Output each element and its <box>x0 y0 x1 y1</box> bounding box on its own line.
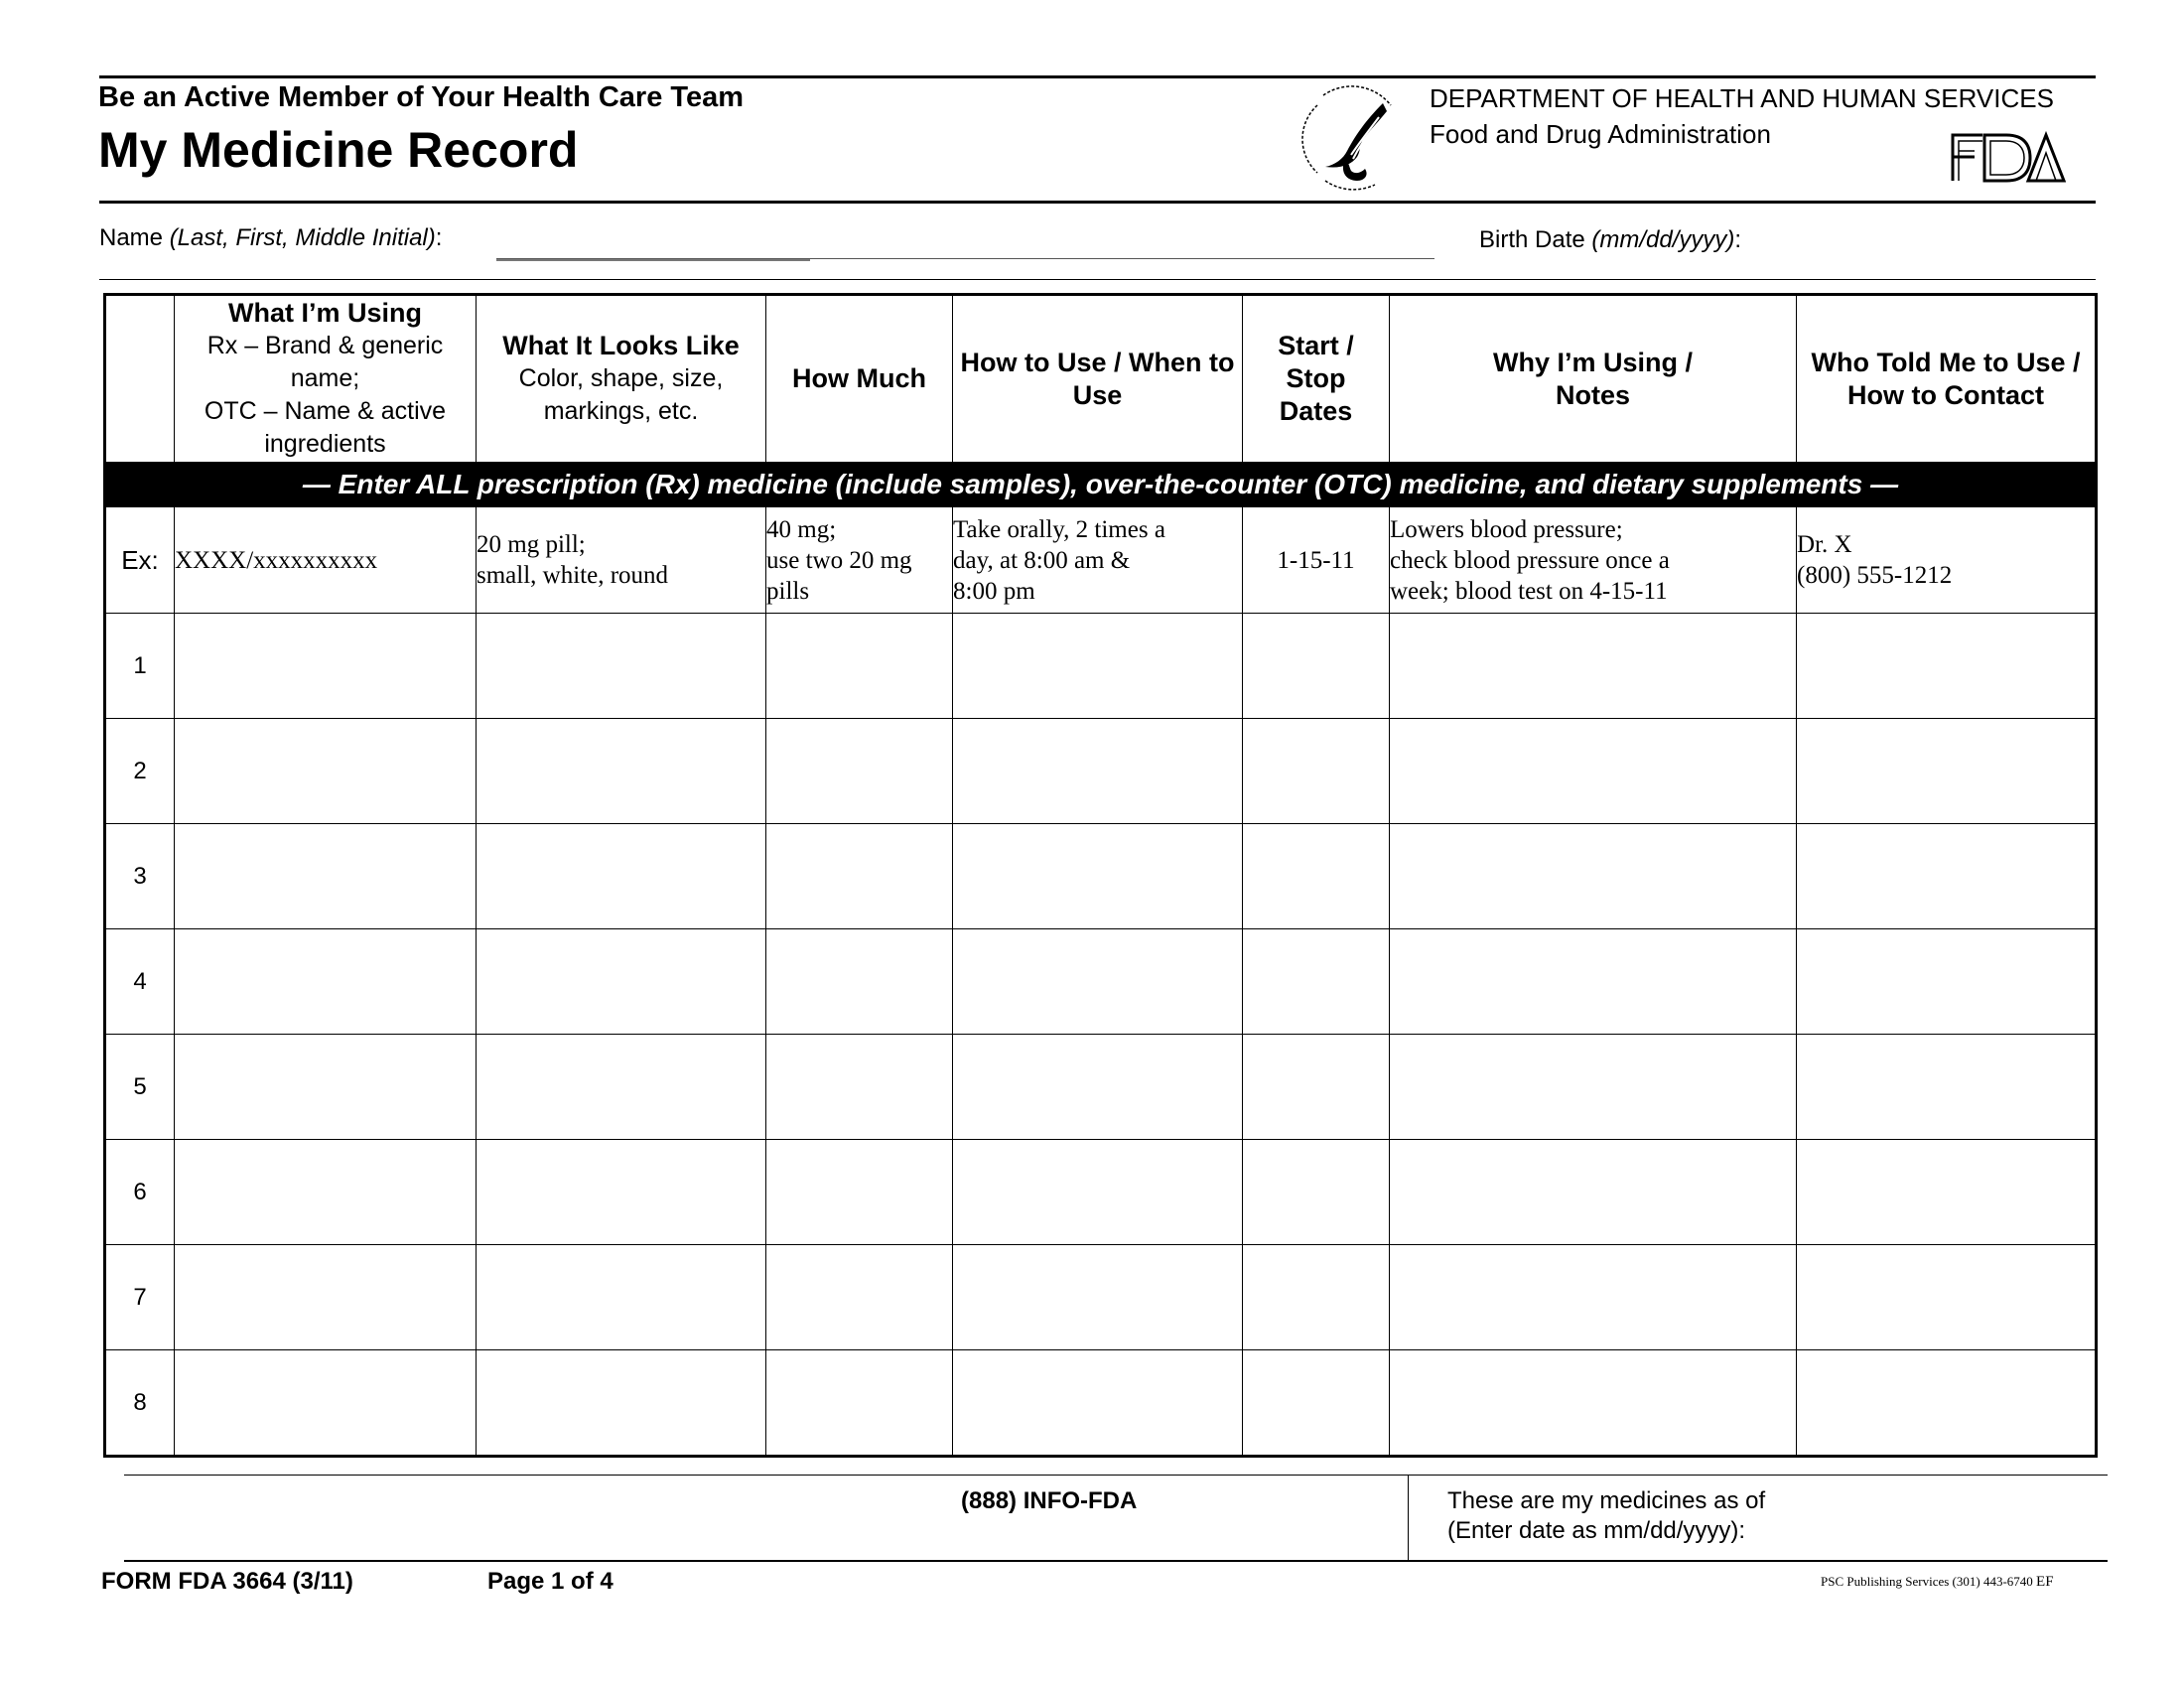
row-number: 7 <box>105 1245 175 1350</box>
table-header-row <box>105 295 2097 463</box>
how-much-cell[interactable] <box>766 824 953 929</box>
how-much-cell[interactable] <box>766 1245 953 1350</box>
why-cell[interactable] <box>1390 1140 1797 1245</box>
looks-cell[interactable] <box>477 1035 766 1140</box>
what-cell[interactable] <box>175 719 477 824</box>
dates-cell[interactable] <box>1243 1350 1390 1457</box>
who-cell[interactable] <box>1797 1140 2097 1245</box>
dates-cell[interactable] <box>1243 1140 1390 1245</box>
as-of-date-hint: (Enter date as mm/dd/yyyy): <box>1447 1517 1746 1544</box>
what-cell[interactable] <box>175 1035 477 1140</box>
table-row <box>105 1035 2097 1140</box>
how-to-use-cell[interactable] <box>953 614 1243 719</box>
cell-line: check blood pressure once a <box>1390 546 1670 574</box>
row-number: 4 <box>105 929 175 1035</box>
example-why <box>1390 507 1797 614</box>
example-label: Ex: <box>105 507 175 614</box>
what-cell[interactable] <box>175 824 477 929</box>
why-cell[interactable] <box>1390 1245 1797 1350</box>
why-cell[interactable] <box>1390 824 1797 929</box>
as-of-date-field[interactable] <box>1777 1515 2095 1545</box>
fields-bottom-rule <box>99 279 2096 280</box>
example-row <box>105 507 2097 614</box>
table-row <box>105 929 2097 1035</box>
footer-divider <box>1408 1475 1409 1561</box>
header-what-im-using <box>175 295 477 463</box>
form-subtitle: Be an Active Member of Your Health Care Team <box>98 81 745 113</box>
dates-cell[interactable] <box>1243 719 1390 824</box>
birth-date-label: Birth Date (mm/dd/yyyy): <box>1479 226 1742 253</box>
table-row <box>105 1245 2097 1350</box>
table-row <box>105 1350 2097 1457</box>
name-label: Name (Last, First, Middle Initial): <box>99 224 443 251</box>
who-cell[interactable] <box>1797 929 2097 1035</box>
header-row-number <box>105 295 175 463</box>
cell-line: 20 mg pill; <box>477 531 586 558</box>
medicine-record-table <box>103 293 2098 1458</box>
example-how-much <box>766 507 953 614</box>
top-rule <box>99 75 2096 78</box>
fda-logo-icon <box>1949 131 2066 183</box>
how-to-use-cell[interactable] <box>953 1350 1243 1457</box>
header-who-told-me: Who Told Me to Use / How to Contact <box>1797 295 2097 463</box>
header-what-it-looks-like <box>477 295 766 463</box>
cell-line: (800) 555-1212 <box>1797 562 1953 589</box>
how-to-use-cell[interactable] <box>953 719 1243 824</box>
form-number: FORM FDA 3664 (3/11) <box>101 1568 353 1595</box>
why-cell[interactable] <box>1390 614 1797 719</box>
dates-cell[interactable] <box>1243 1245 1390 1350</box>
dates-cell[interactable] <box>1243 929 1390 1035</box>
row-number: 2 <box>105 719 175 824</box>
column-subtitle: OTC – Name & active ingredients <box>204 397 447 458</box>
dates-cell[interactable] <box>1243 1035 1390 1140</box>
table-row <box>105 614 2097 719</box>
how-much-cell[interactable] <box>766 1140 953 1245</box>
fda-phone-number: (888) INFO-FDA <box>961 1487 1138 1514</box>
publisher-note: PSC Publishing Services (301) 443-6740 EF <box>1821 1574 2054 1590</box>
example-who <box>1797 507 2097 614</box>
agency-name: Food and Drug Administration <box>1430 119 1771 149</box>
cell-line: week; blood test on 4-15-11 <box>1390 577 1668 605</box>
example-what: XXXX/xxxxxxxxxx <box>175 507 477 614</box>
looks-cell[interactable] <box>477 929 766 1035</box>
why-cell[interactable] <box>1390 929 1797 1035</box>
what-cell[interactable] <box>175 1245 477 1350</box>
how-much-cell[interactable] <box>766 929 953 1035</box>
cell-line: pills <box>766 577 810 605</box>
who-cell[interactable] <box>1797 824 2097 929</box>
who-cell[interactable] <box>1797 1245 2097 1350</box>
what-cell[interactable] <box>175 614 477 719</box>
table-row <box>105 824 2097 929</box>
cell-line: 8:00 pm <box>953 577 1035 605</box>
row-number: 8 <box>105 1350 175 1457</box>
column-title: What It Looks Like <box>502 331 740 360</box>
how-much-cell[interactable] <box>766 1350 953 1457</box>
header-bottom-rule <box>99 201 2096 204</box>
looks-cell[interactable] <box>477 614 766 719</box>
cell-line: Dr. X <box>1797 531 1852 558</box>
who-cell[interactable] <box>1797 614 2097 719</box>
why-cell[interactable] <box>1390 719 1797 824</box>
how-to-use-cell[interactable] <box>953 929 1243 1035</box>
how-much-cell[interactable] <box>766 719 953 824</box>
cell-line: Lowers blood pressure; <box>1390 515 1623 543</box>
footer-top-rule <box>124 1475 2108 1476</box>
how-to-use-cell[interactable] <box>953 1245 1243 1350</box>
what-cell[interactable] <box>175 1350 477 1457</box>
looks-cell[interactable] <box>477 824 766 929</box>
who-cell[interactable] <box>1797 719 2097 824</box>
cell-line: 40 mg; <box>766 515 837 543</box>
table-row <box>105 719 2097 824</box>
why-cell[interactable] <box>1390 1035 1797 1140</box>
name-field-underline <box>496 259 810 261</box>
example-dates: 1-15-11 <box>1243 507 1390 614</box>
looks-cell[interactable] <box>477 1245 766 1350</box>
why-cell[interactable] <box>1390 1350 1797 1457</box>
cell-line: day, at 8:00 am & <box>953 546 1131 574</box>
column-subtitle: Rx – Brand & generic name; <box>206 332 444 392</box>
header-start-stop-dates: Start / Stop Dates <box>1243 295 1390 463</box>
table-row <box>105 1140 2097 1245</box>
looks-cell[interactable] <box>477 719 766 824</box>
what-cell[interactable] <box>175 1140 477 1245</box>
entry-rows <box>105 614 2097 1457</box>
hhs-eagle-seal-icon <box>1296 81 1401 193</box>
how-to-use-cell[interactable] <box>953 1140 1243 1245</box>
header-how-to-use: How to Use / When to Use <box>953 295 1243 463</box>
cell-line: small, white, round <box>477 562 669 589</box>
how-to-use-cell[interactable] <box>953 824 1243 929</box>
who-cell[interactable] <box>1797 1350 2097 1457</box>
page-number: Page 1 of 4 <box>487 1568 614 1595</box>
instruction-banner: — Enter ALL prescription (Rx) medicine (include samples), over-the-counter (OTC) medicine, and dietary supplements — <box>105 463 2097 507</box>
instruction-banner-row <box>105 463 2097 507</box>
row-number: 6 <box>105 1140 175 1245</box>
looks-cell[interactable] <box>477 1350 766 1457</box>
example-looks <box>477 507 766 614</box>
how-to-use-cell[interactable] <box>953 1035 1243 1140</box>
row-number: 1 <box>105 614 175 719</box>
cell-line: use two 20 mg <box>766 546 912 574</box>
how-much-cell[interactable] <box>766 1035 953 1140</box>
department-name: DEPARTMENT OF HEALTH AND HUMAN SERVICES <box>1430 83 2054 113</box>
looks-cell[interactable] <box>477 1140 766 1245</box>
who-cell[interactable] <box>1797 1035 2097 1140</box>
row-number: 3 <box>105 824 175 929</box>
dates-cell[interactable] <box>1243 614 1390 719</box>
as-of-label: These are my medicines as of <box>1447 1487 1766 1514</box>
what-cell[interactable] <box>175 929 477 1035</box>
page-title: My Medicine Record <box>98 122 579 178</box>
footer-bottom-rule <box>124 1560 2108 1562</box>
column-subtitle: Color, shape, size, markings, etc. <box>518 364 724 425</box>
dates-cell[interactable] <box>1243 824 1390 929</box>
header-why-notes: Why I’m Using / Notes <box>1390 295 1797 463</box>
row-number: 5 <box>105 1035 175 1140</box>
cell-line: Take orally, 2 times a <box>953 515 1165 543</box>
header-how-much: How Much <box>766 295 953 463</box>
birth-date-field[interactable] <box>1759 224 2087 254</box>
how-much-cell[interactable] <box>766 614 953 719</box>
example-how-to-use <box>953 507 1243 614</box>
column-title: What I’m Using <box>228 298 422 328</box>
